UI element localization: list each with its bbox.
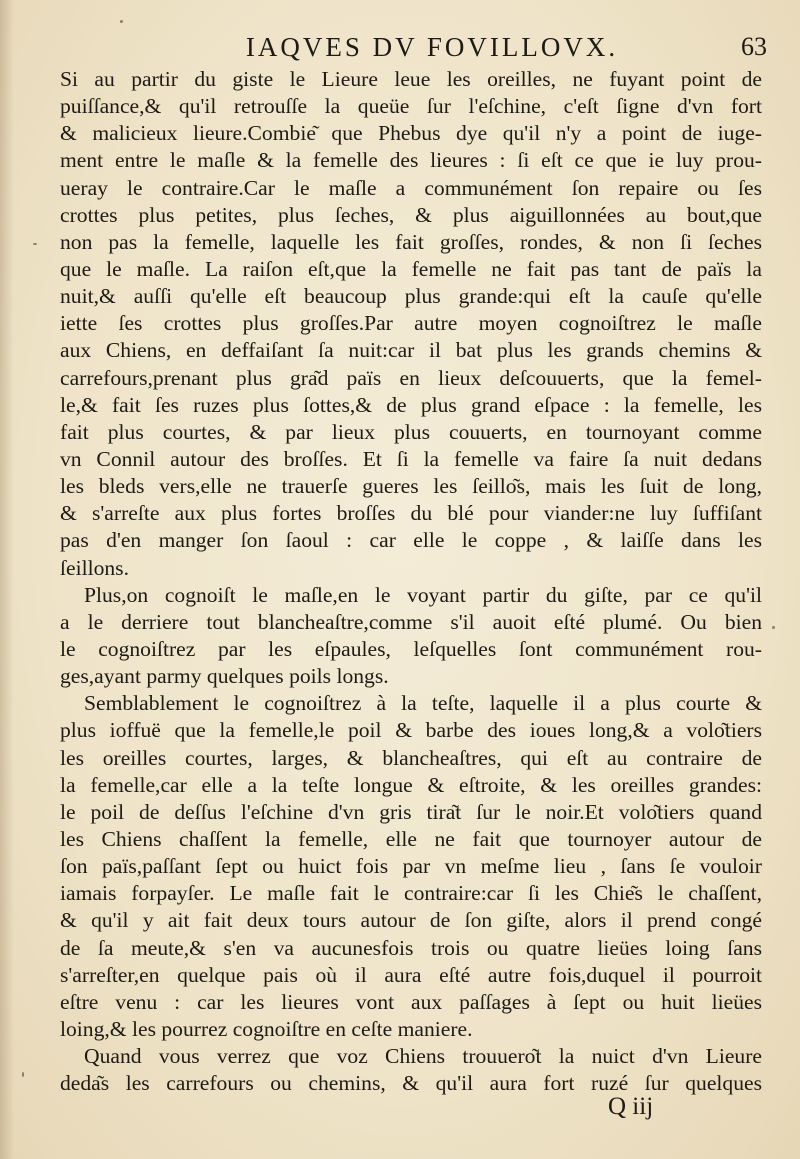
ink-speck: [33, 243, 37, 245]
text-line: pas d'en manger ſon ſaoul : car elle le coppe , & laiſſe dans les: [60, 528, 762, 553]
text-line: le,& fait ſes ruzes plus ſottes,& de plus grand eſpace : la femelle, les: [60, 392, 762, 417]
text-line: plus ioffuë que la femelle,le poil & barbe des ioues long,& a volo͂tiers: [60, 718, 762, 743]
text-line: ment entre le maſle & la femelle des lieures : ſi eſt ce que ie luy prou-: [60, 148, 762, 173]
text-line: la femelle,car elle a la teſte longue & eſtroite, & les oreilles grandes:: [60, 772, 762, 797]
text-line: ueray le contraire.Car le maſle a communément ſon repaire ou ſes: [60, 175, 762, 200]
text-line: Plus,on cognoiſt le maſle,en le voyant partir du giſte, par ce qu'il: [84, 582, 762, 607]
text-line: de ſa meute,& s'en va aucunesfois trois ou quatre lieües loing ſans: [60, 935, 762, 960]
text-line: les bleds vers,elle ne trauerſe gueres les ſeillo͂s, mais les ſuit de long,: [60, 474, 762, 499]
text-line: deda͂s les carrefours ou chemins, & qu'il aura fort ruzé ſur quelques: [60, 1071, 762, 1096]
text-line: nuit,& auſſi qu'elle eſt beaucoup plus grande:qui eſt la cauſe qu'elle: [60, 284, 762, 309]
text-line: & qu'il y ait fait deux tours autour de ſon giſte, alors il prend congé: [60, 908, 762, 933]
text-line: le poil de deſſus l'eſchine d'vn gris tira͂t ſur le noir.Et volo͂tiers quand: [60, 799, 762, 824]
page-number: 63: [741, 32, 767, 61]
text-line: aux Chiens, en deffaiſant ſa nuit:car il bat plus les grands chemins &: [60, 338, 762, 363]
text-line: les oreilles courtes, larges, & blancheaſtres, qui eſt au contraire de: [60, 745, 762, 770]
text-line: s'arreſter,en quelque pais où il aura eſté autre fois,duquel il pourroit: [60, 962, 762, 987]
ink-speck: [120, 20, 123, 23]
text-line: Semblablement le cognoiſtrez à la teſte, laquelle il a plus courte &: [84, 691, 762, 716]
text-line: Si au partir du giste le Lieure leue les oreilles, ne fuyant point de: [60, 67, 762, 91]
text-line: loing,& les pourrez cognoiſtre en ceſte maniere.: [60, 1016, 473, 1041]
text-line: Quand vous verrez que voz Chiens trouuero͂t la nuict d'vn Lieure: [84, 1044, 762, 1069]
ink-speck: [22, 1072, 24, 1077]
text-line: crottes plus petites, plus ſeches, & plus aiguillonnées au bout,que: [60, 202, 762, 227]
text-line: & s'arreſte aux plus fortes broſſes du blé pour viander:ne luy ſuffiſant: [60, 501, 762, 526]
text-line: fait plus courtes, & par lieux plus couuerts, en tournoyant comme: [60, 419, 762, 444]
running-head: [60, 30, 775, 64]
page-gutter-shadow: [0, 0, 14, 1159]
running-head-title: IAQVES DV FOVILLOVX.: [245, 32, 619, 62]
text-line: a le derriere tout blancheaſtre,comme s'il auoit eſté plumé. Ou bien: [60, 609, 762, 634]
text-line: le cognoiſtrez par les eſpaules, leſquelles ſont communément rou-: [60, 636, 762, 661]
text-line: carrefours,prenant plus gra͂d païs en lieux deſcouuerts, que la femel-: [60, 365, 762, 390]
body-text: [60, 66, 762, 1097]
text-line: iamais forpayſer. Le maſle fait le contraire:car ſi les Chie͂s le chaſſent,: [60, 881, 762, 906]
text-line: ſon païs,paſſant ſept ou huict fois par vn meſme lieu , ſans ſe vouloir: [60, 854, 762, 879]
text-line: non pas la femelle, laquelle les fait groſſes, rondes, & non ſi ſeches: [60, 229, 762, 254]
text-line: eſtre venu : car les lieures vont aux paſſages à ſept ou huit lieües: [60, 989, 762, 1014]
ink-speck: [772, 626, 775, 629]
text-line: vn Connil autour des broſſes. Et ſi la femelle va faire ſa nuit dedans: [60, 446, 762, 471]
text-line: les Chiens chaſſent la femelle, elle ne fait que tournoyer autour de: [60, 826, 762, 851]
text-line: puiſſance,& qu'il retrouſſe la queüe ſur l'eſchine, c'eſt ſigne d'vn fort: [60, 94, 762, 119]
text-line: & malicieux lieure.Combie͂ que Phebus dye qu'il n'y a point de iuge-: [60, 121, 762, 146]
text-line: iette ſes crottes plus groſſes.Par autre moyen cognoiſtrez le maſle: [60, 311, 762, 336]
text-line: que le maſle. La raiſon eſt,que la femelle ne fait pas tant de païs la: [60, 256, 762, 281]
text-line: ſeillons.: [60, 555, 129, 580]
text-line: ges,ayant parmy quelques poils longs.: [60, 664, 389, 689]
signature-mark: Q iij: [608, 1093, 654, 1120]
